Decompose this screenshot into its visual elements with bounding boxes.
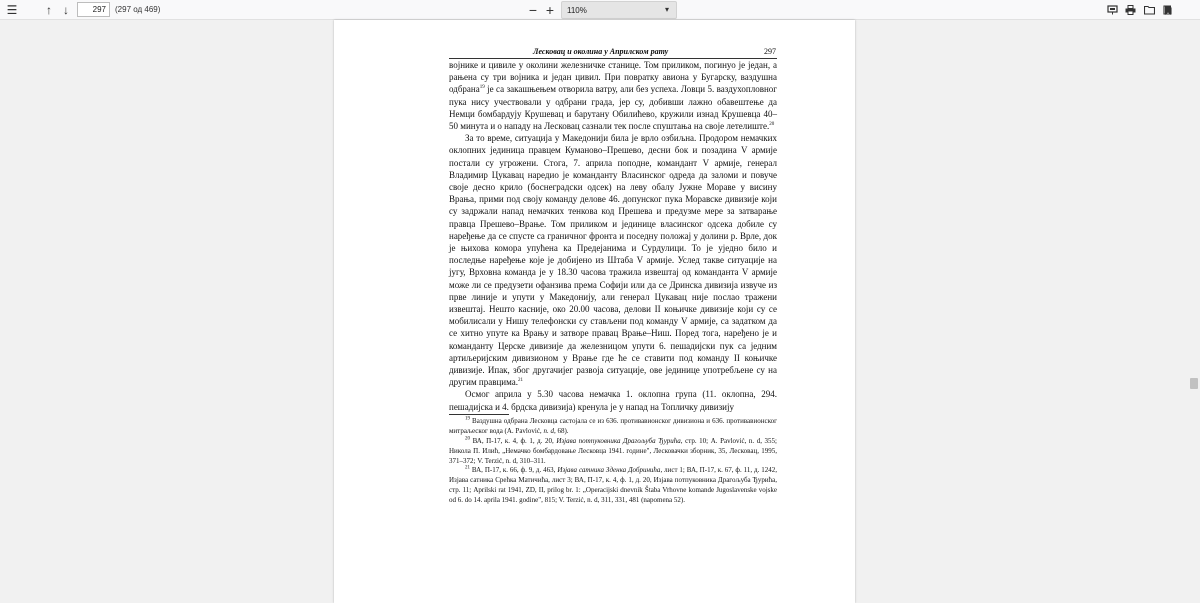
sidebar-toggle-icon[interactable]: ☰: [6, 3, 18, 17]
page-number: 297: [764, 47, 776, 56]
previous-page-icon[interactable]: ↑: [46, 3, 52, 17]
page-count: (297 од 469): [115, 5, 161, 14]
next-page-icon[interactable]: ↓: [63, 3, 69, 17]
footnote-ref[interactable]: 21: [518, 378, 523, 384]
pdf-toolbar: [0, 0, 1200, 20]
scrollbar-thumb[interactable]: [1190, 378, 1198, 389]
print-icon[interactable]: [1122, 2, 1138, 18]
footnote: $^{21}$ ВА, П-17, к. 66, ф. 9, д. 463, Изјава сатника Здeнка Добринића, лист 1; ВА, П-17, к. 67, ф. 11, д. 1242, Изјава сатника Срећка Матичића, лист 3; ВА, П-17, к. 4, ф. 1, д. 20, Изјава потпуковника Драгољуба Ђурића, стр. 11; Aprilski rat 1941, ZD, II, prilog br. 1: „Operacijski dnevnik Štaba Vrhovne komande Jugoslavenske vojske od 6. do 14. aprila 1941. godine", 815; V. Terzić, n. d, 311, 331, 481 (napomena 52).: [449, 466, 777, 505]
zoom-select[interactable]: [561, 1, 677, 19]
footnotes: [449, 417, 777, 506]
pdf-page: [334, 20, 855, 603]
footnote-ref[interactable]: 19: [479, 85, 485, 91]
vertical-scrollbar[interactable]: [1188, 20, 1200, 603]
page-number-input[interactable]: [77, 2, 110, 17]
footnote: $^{19}$ Ваздушна одбрана Лесковца састојала се из 636. противавионског дивизиона и 636. противавионског митраљеског вода (A. Pavlović, n. d, 68).: [449, 416, 777, 435]
running-head-title: Лесковац и околина у Априлском рату: [533, 47, 669, 56]
footnote-ref[interactable]: 20: [769, 122, 775, 128]
zoom-in-icon[interactable]: +: [545, 2, 555, 18]
paragraph: Осмог априла у 5.30 часова немачка 1. оклопна група (11. оклопна, 294. пешадијска и 4. брдска дивизија) кренула је у напад на Топличку дивизију: [449, 389, 777, 412]
paragraph: За то време, ситуација у Македонији била је врло озбиљна. Продором немачких оклопних јединица правцем Куманово–Прешево, десни бок и позадина V армије постали су угрожени. Стога, 7. априла поподне, командант V армије, генерал Владимир Цукавац наредио је команданту Власинског одреда да заломи и повуче своје десно крило (боснеградски одсек) на леву обалу Јужне Мораве у висину Врања, прими под своју команду делове 46. допунског пука Моравске дивизије који су задржали напад немачких тенкова код Прешева и предузме мере за затварање правца Прешево–Врање. Том приликом и јединице власинског одсека добиле су наређење да се спусте са граничног фронта и поседну положај у долини р. Врле, док је њихова комора упућена ка Предејанима и Сурдулици. То је уједно било и последње наређење које је добијено из Штаба V армије. Услед такве ситуације на југу, Врховна команда је у 18.30 часова тражила извештај од команданта V армије може ли се предузети офанзива према Софији или да се Дринска дивизија извуче из прве линије и упути у Македонију, али генерал Цукавац није послао тражени извештај. Нешто касније, око 20.00 часова, делови II коњичке дивизије који су се мобилисали у Нишу телефонски су стављени под команду V армије, са задатком да се хитно упуте ка Врању и затворе правац Врање–Ниш. Поред тога, наређено је и команданту Церске дивизије да железницом упути 6. пешадијски пук са једним артиљеријским дивизионом у Врање где ће се ставити под команду II коњичке дивизије. Ипак, због другачијег развоја ситуације, ове јединице употребљене су на другим правцима.$^{21}$: [449, 133, 777, 388]
footnote: $^{20}$ ВА, П-17, к. 4, ф. 1, д. 20, Изјава потпуковника Драгољуба Ђурића, стр. 10; A. Pavlović, n. d, 355; Никола П. Илић, „Немачко бомбардовање Лесковца 1941. године", Лесковачки зборник, 35, Лесковац, 1995, 371–372; V. Terzić, n. d, 310–311.: [449, 436, 777, 465]
page-content: [449, 47, 777, 506]
zoom-out-icon[interactable]: −: [528, 2, 538, 18]
open-file-icon[interactable]: [1141, 2, 1157, 18]
bookmark-icon[interactable]: [1160, 2, 1176, 18]
body-text: [449, 59, 777, 413]
chevron-down-icon: ▾: [664, 5, 669, 14]
presentation-icon[interactable]: [1104, 2, 1120, 18]
zoom-value: 110%: [567, 5, 587, 15]
running-head: [449, 47, 777, 59]
paragraph: војнике и цивиле у околини железничке станице. Том приликом, погинуо је један, а рањена су три војника и један цивил. При повратку авиона у Бугарску, ваздушна одбрана$^{19}$ је са закашњењем отворила ватру, али без успеха. Ловци 5. ваздухопловног пука нису учествовали у одбрани града, јер су, добивши лажно обавештење да Немци бомбардују Крушевац и барутану Обилићево, кружили изнад Крушевца 40–50 минута и о нападу на Лесковац сазнали тек после спуштања на своје летелиште.$^{20}$: [449, 60, 777, 132]
footnote-divider: [449, 414, 509, 415]
